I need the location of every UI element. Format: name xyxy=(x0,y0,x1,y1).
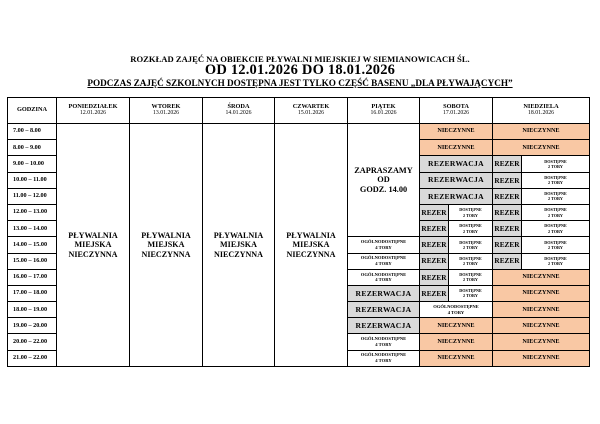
closed-cell: NIECZYNNE xyxy=(420,318,493,334)
lanes-available-cell: DOSTĘPNE 2 TORY xyxy=(522,253,590,269)
closed-cell-monday: PŁYWALNIA MIEJSKA NIECZYNNA xyxy=(57,124,130,367)
closed-cell: NIECZYNNE xyxy=(420,140,493,156)
table-row xyxy=(8,124,590,140)
reservation-cell: REZERWACJA xyxy=(420,172,493,188)
reservation-short-cell: REZER xyxy=(493,156,522,172)
closed-cell: NIECZYNNE xyxy=(493,140,590,156)
lanes-available-cell: DOSTĘPNE 2 TORY xyxy=(449,204,493,220)
schedule-title: ROZKŁAD ZAJĘĆ NA OBIEKCIE PŁYWALNI MIEJSKIEJ W SIEMIANOWICACH ŚL. xyxy=(130,54,470,64)
general-access-cell: OGÓLNODOSTĘPNE 4 TORY xyxy=(348,253,420,269)
reservation-short-cell: REZER xyxy=(493,237,522,253)
date-range: OD 12.01.2026 DO 18.01.2026 xyxy=(204,62,396,78)
lanes-available-cell: DOSTĘPNE 2 TORY xyxy=(522,237,590,253)
pool-note: PODCZAS ZAJĘĆ SZKOLNYCH DOSTĘPNA JEST TYLKO CZĘŚĆ BASENU „DLA PŁYWAJĄCYCH” xyxy=(87,78,513,88)
closed-cell: NIECZYNNE xyxy=(493,124,590,140)
reservation-short-cell: REZER xyxy=(493,221,522,237)
friday-open-cell: ZAPRASZAMY OD GODZ. 14.00 xyxy=(348,124,420,237)
time-cell: 11.00 – 12.00 xyxy=(8,188,57,204)
lanes-available-cell: DOSTĘPNE 2 TORY xyxy=(522,221,590,237)
day-header: NIEDZIELA 18.01.2026 xyxy=(493,98,590,124)
closed-cell: NIECZYNNE xyxy=(493,334,590,350)
reservation-short-cell: REZER xyxy=(420,221,449,237)
closed-cell: NIECZYNNE xyxy=(493,318,590,334)
lanes-available-cell: DOSTĘPNE 2 TORY xyxy=(449,253,493,269)
day-header: WTOREK 13.01.2026 xyxy=(130,98,203,124)
time-cell: 21.00 – 22.00 xyxy=(8,350,57,366)
time-cell: 13.00 – 14.00 xyxy=(8,221,57,237)
day-header: PONIEDZIAŁEK 12.01.2026 xyxy=(57,98,130,124)
closed-cell: NIECZYNNE xyxy=(420,334,493,350)
reservation-short-cell: REZER xyxy=(420,204,449,220)
closed-cell-tuesday: PŁYWALNIA MIEJSKA NIECZYNNA xyxy=(130,124,203,367)
reservation-cell: REZERWACJA xyxy=(420,156,493,172)
time-cell: 14.00 – 15.00 xyxy=(8,237,57,253)
reservation-short-cell: REZER xyxy=(420,269,449,285)
closed-cell: NIECZYNNE xyxy=(420,124,493,140)
lanes-available-cell: DOSTĘPNE 2 TORY xyxy=(522,204,590,220)
reservation-cell: REZERWACJA xyxy=(420,188,493,204)
closed-cell: NIECZYNNE xyxy=(493,350,590,366)
lanes-available-cell: DOSTĘPNE 2 TORY xyxy=(449,221,493,237)
general-access-cell: OGÓLNODOSTĘPNE 4 TORY xyxy=(348,350,420,366)
lanes-available-cell: DOSTĘPNE 2 TORY xyxy=(522,156,590,172)
closed-cell-thursday: PŁYWALNIA MIEJSKA NIECZYNNA xyxy=(275,124,348,367)
time-cell: 12.00 – 13.00 xyxy=(8,204,57,220)
reservation-short-cell: REZER xyxy=(420,237,449,253)
header-row xyxy=(8,98,590,124)
lanes-available-cell: DOSTĘPNE 2 TORY xyxy=(449,285,493,301)
lanes-available-cell: DOSTĘPNE 2 TORY xyxy=(449,237,493,253)
time-cell: 8.00 – 9.00 xyxy=(8,140,57,156)
time-cell: 10.00 – 11.00 xyxy=(8,172,57,188)
reservation-short-cell: REZER xyxy=(493,188,522,204)
reservation-cell: REZERWACJA xyxy=(348,318,420,334)
reservation-short-cell: REZER xyxy=(493,172,522,188)
time-cell: 9.00 – 10.00 xyxy=(8,156,57,172)
day-header: SOBOTA 17.01.2026 xyxy=(420,98,493,124)
closed-cell: NIECZYNNE xyxy=(493,302,590,318)
closed-cell: NIECZYNNE xyxy=(493,285,590,301)
time-column-header: GODZINA xyxy=(8,98,57,124)
closed-cell-wednesday: PŁYWALNIA MIEJSKA NIECZYNNA xyxy=(203,124,275,367)
general-access-cell: OGÓLNODOSTĘPNE 4 TORY xyxy=(348,237,420,253)
reservation-cell: REZERWACJA xyxy=(348,285,420,301)
reservation-short-cell: REZER xyxy=(493,253,522,269)
time-cell: 18.00 – 19.00 xyxy=(8,302,57,318)
day-header: CZWARTEK 15.01.2026 xyxy=(275,98,348,124)
general-access-cell: OGÓLNODOSTĘPNE 4 TORY xyxy=(420,302,493,318)
lanes-available-cell: DOSTĘPNE 2 TORY xyxy=(449,269,493,285)
reservation-short-cell: REZER xyxy=(420,285,449,301)
time-cell: 17.00 – 18.00 xyxy=(8,285,57,301)
time-cell: 15.00 – 16.00 xyxy=(8,253,57,269)
lanes-available-cell: DOSTĘPNE 2 TORY xyxy=(522,188,590,204)
schedule-table xyxy=(7,97,590,367)
time-cell: 20.00 – 22.00 xyxy=(8,334,57,350)
time-cell: 19.00 – 20.00 xyxy=(8,318,57,334)
closed-cell: NIECZYNNE xyxy=(420,350,493,366)
reservation-short-cell: REZER xyxy=(493,204,522,220)
closed-cell: NIECZYNNE xyxy=(493,269,590,285)
general-access-cell: OGÓLNODOSTĘPNE 4 TORY xyxy=(348,334,420,350)
day-header: ŚRODA 14.01.2026 xyxy=(203,98,275,124)
time-cell: 7.00 – 8.00 xyxy=(8,124,57,140)
time-cell: 16.00 – 17.00 xyxy=(8,269,57,285)
reservation-short-cell: REZER xyxy=(420,253,449,269)
day-header: PIĄTEK 16.01.2026 xyxy=(348,98,420,124)
reservation-cell: REZERWACJA xyxy=(348,302,420,318)
lanes-available-cell: DOSTĘPNE 2 TORY xyxy=(522,172,590,188)
general-access-cell: OGÓLNODOSTĘPNE 4 TORY xyxy=(348,269,420,285)
